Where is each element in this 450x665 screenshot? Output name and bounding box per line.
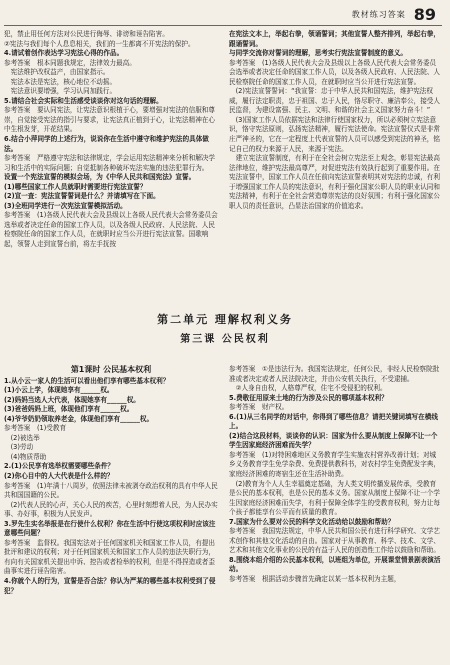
answer-line: (2)代表人民的心声，关心人民的疾苦，心里时刻想着人民，为人民办实事、办好事，积极为人民发声。 bbox=[4, 500, 218, 519]
answer-line: 参考答案 财产权。 bbox=[229, 403, 289, 412]
question-line: 设置一个宪法宣誓的模拟会场，为《中华人民共和国宪法》宣誓。 bbox=[4, 173, 196, 182]
header-rule bbox=[4, 25, 442, 26]
question-line: (2)结合这段材料，谈谈你的认识：国家为什么要从制度上保障不让一个学生因家庭经济困难而失学？ bbox=[229, 431, 438, 450]
answer-line: (3)劳动 bbox=[4, 443, 34, 452]
bottom-left-column bbox=[4, 365, 218, 596]
top-right-column bbox=[229, 30, 442, 211]
question-line: 2.(1)公民享有选举权需要哪些条件？ bbox=[4, 462, 115, 471]
answer-line: 参考答案 我国宪法规定，中华人民共和国公民有进行科学研究、文学艺术创作和其他文化活动的自由。国家对于从事教育、科学、技术、文学、艺术和其他文化事业的公民的有益于人民的创造性工作给以鼓励和帮助。 bbox=[229, 527, 440, 555]
page-number: 89 bbox=[413, 4, 436, 24]
answer-line: 参考答案 (1)各级人民代表大会及县级以上各级人民代表大会常务委员会选举或者决定任命的国家工作人员，以及各级人民政府、人民法院、人民检察院任命的国家工作人员，在就职时应当公开进行宪法宣誓。 bbox=[229, 58, 440, 86]
page-header bbox=[352, 6, 436, 22]
answer-line: 参考答案 (1)年满十八周岁，依照法律未被剥夺政治权利的具有中华人民共和国国籍的公民。 bbox=[4, 481, 218, 500]
question-line: 4.请试着创作表达学习宪法心得的作品。 bbox=[4, 49, 124, 58]
answer-line: 宪法意识要增强，学习认同加践行。 bbox=[4, 87, 117, 96]
answer-line: 参考答案 ①是违法行为。我国宪法规定，任何公民，非经人民检察院批准或者决定或者人民法院决定，并由公安机关执行，不受逮捕。 bbox=[229, 365, 440, 383]
question-line: (2)你心目中的人大代表是什么样的？ bbox=[4, 472, 114, 481]
top-left-column bbox=[4, 30, 218, 250]
question-line: (2)妈妈当选人大代表，体现她享有______权。 bbox=[4, 395, 140, 404]
question-line: 7.国家为什么要对公民的科学文化活动给以鼓励和帮助？ bbox=[229, 517, 395, 526]
answer-line: (3)国家工作人员依据宪法和法律行使国家权力，所以必须树立宪法意识，恪守宪法原则，弘扬宪法精神，履行宪法使命。宪法宣誓仪式是非常庄严神圣的，它在一定程度上代表宣誓的人员可以感受到宪法的神圣，铭记自己的权力来源于人民，来源于宪法。 bbox=[229, 115, 440, 153]
answer-line: 犯，禁止用任何方法对公民进行侮辱、诽谤和诬告陷害。 bbox=[4, 30, 169, 38]
question-line: 5.请结合社会实际和生活感受谈谈你对这句话的理解。 bbox=[4, 96, 163, 105]
question-line: 6.结合小萍同学的上述行为，说说你在生活中遵守和维护宪法的具体做法。 bbox=[4, 135, 209, 153]
answer-line: ②宪法与我们每个人息息相关，我们的一生都离不开宪法的保护。 bbox=[4, 39, 195, 48]
answer-line: 宪法维护改权益产，由国家指示。 bbox=[4, 68, 110, 77]
answer-line: 参考答案 要认同宪法，让宪法意识根植于心，要增强对宪法的信服和尊崇，自觉接受宪法的指引与要求，让宪法真正植到于心，让宪法精神在心中生根发芽，开花结果。 bbox=[4, 106, 215, 134]
lesson-heading: 第三课 公民权利 bbox=[180, 334, 270, 345]
question-line: 5.费敬征用原来土地的行为涉及公民的哪项基本权利？ bbox=[229, 393, 388, 402]
answer-line: 参考答案 (1)各级人民代表大会及县级以上各级人民代表大会常务委员会选举或者决定任命的国家工作人员，以及各级人民政府、人民法院、人民检察院任命的国家工作人员，在就职时应当公开进行宪法宣誓。国歌响起，领誓人走到宣誓台前，将左手抚按 bbox=[4, 211, 218, 249]
answer-line: 参考答案 根本同题我规定，法律效力最高。 bbox=[4, 58, 136, 67]
book-title: 教材练习答案 bbox=[351, 9, 406, 19]
answer-line: 参考答案 监督权。我国宪法对于任何国家机关和国家工作人员，有提出批评和建议的权利；对于任何国家机关和国家工作人员的违法失职行为，有向有关国家机关提出申诉、控告或者检举的权利，但是不得捏造或者歪曲事实进行诬告陷害。 bbox=[4, 538, 215, 576]
question-line: 3.罗先生实名举报是在行使什么权利？你在生活中行使这项权利时应该注意哪些问题？ bbox=[4, 519, 216, 538]
unit-heading: 第二单元 理解权利义务 bbox=[157, 313, 293, 326]
answer-line: 参考答案 (1)受教育 bbox=[4, 424, 67, 433]
question-line: 8.围绕本组介绍的公民基本权利，以班组为单位，开展课堂情景剧表演活动。 bbox=[229, 555, 441, 574]
question-line: (3)爸爸妈妈上班，体现他们享有______权。 bbox=[4, 405, 134, 414]
question-line: 与同学交流你对誓词的理解，思考实行宪法宣誓制度的意义。 bbox=[229, 49, 408, 58]
answer-line: (2)宪法宣誓誓词：“我宣誓：忠于中华人民共和国宪法，维护宪法权威，履行法定职责，忠于祖国、忠于人民，恪尽职守、廉洁奉公，接受人民监督，为建设富强、民主、文明、和谐的社会主义国家努力奋斗！” bbox=[229, 87, 440, 115]
question-line: (1)哪些国家工作人员就职时需要进行宪法宣誓？ bbox=[4, 182, 147, 191]
answer-line: 参考答案 严格遵守宪法和法律规定，学会运用宪法精神来分析和解决学习和生活中的实际问题；自觉抵制各种破坏宪法实施的违法犯罪行为。 bbox=[4, 154, 215, 172]
answer-line: 建立宪法宣誓制度，有利于在全社会树立宪法至上观念，彰显宪法最高法律地位，维护宪法最高尊严，对促进宪法有效执行起到了重要作用。在宪法宣誓中，国家工作人员在任前向宪法宣誓表明其对宪法的忠诚，有利于增强国家工作人员的宪法意识，有利于强化国家公职人员的职业认同和宪法精神，有利于在全社会营造尊崇宪法的良好氛围；有利于强化国家公职人员的责任意识，凸显法治国家的价值追求。 bbox=[229, 154, 440, 210]
question-line: 1.从小云一家人的生活可以看出他们享有哪些基本权利？ bbox=[4, 376, 170, 385]
answer-line: 宪法本法是宪法，核心地位不动摇。 bbox=[4, 77, 117, 86]
question-line: (3)全班同学进行一次宪法宣誓模拟活动。 bbox=[4, 201, 127, 210]
question-line: 6.(1)从三名同学的对话中，你得到了哪些信息？请把关键词填写在横线上。 bbox=[229, 412, 438, 431]
question-line: (1)小云上学，体现她享有______权。 bbox=[4, 386, 114, 395]
answer-line: (4)物质帮助 bbox=[4, 452, 47, 461]
question-line: (2)宣一查：宪法宣誓誓词是什么？并请填写在下面。 bbox=[4, 192, 160, 201]
answer-line: (2)教育为个人人生幸福奠定基础，为人类文明传播发展传承，受教育是公民的基本权利，也是公民的基本义务。国家从制度上保障不让一个学生因家庭经济困难而失学，有利于保障全体学生的受教育权利，努力让每个孩子都能享有公平而有质量的教育。 bbox=[229, 479, 440, 517]
question-line: 在宪法文本上，举起右拳，领诵誓词；其他宣誓人整齐排列，举起右拳，跟诵誓词。 bbox=[229, 30, 440, 48]
bottom-right-column bbox=[229, 365, 442, 585]
answer-line: ②人身自由权，人格尊严权，住宅不受侵犯的权利。 bbox=[229, 384, 387, 393]
answer-line: (2)被选举 bbox=[4, 433, 40, 442]
question-line: (4)爷爷奶奶领取养老金，体现他们享有______权。 bbox=[4, 414, 154, 423]
question-line: 4.你就个人的行为，宣誓是否合法？你认为严某的哪些基本权利受到了侵犯？ bbox=[4, 577, 216, 595]
answer-line: 参考答案 根据活动步骤首先确定以某一基本权利为主题， bbox=[229, 575, 401, 584]
answer-line: 参考答案 (1)对特困难地区义务教育学生实施农村营养改善计划；对城乡义务教育学生免学杂费、免费提供教科书，对农村学生免费配发字典，家庭经济困难的寄宿生还在生活补助费。 bbox=[229, 450, 440, 479]
lesson-subheading: 第1课时 公民基本权利 bbox=[70, 365, 152, 374]
